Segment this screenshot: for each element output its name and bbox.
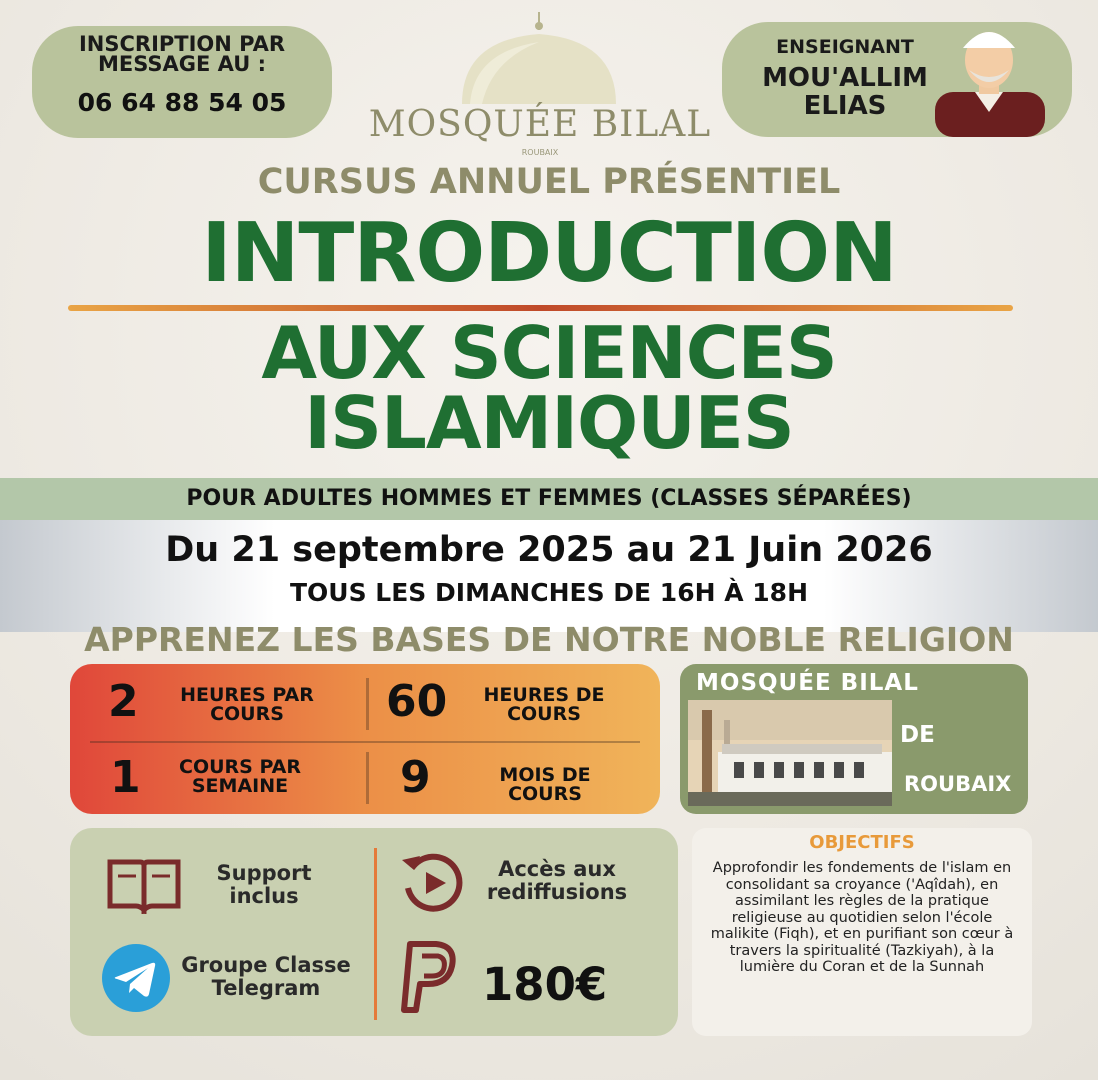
stat-label: COURS PAR SEMAINE [179, 756, 301, 797]
audience-text: POUR ADULTES HOMMES ET FEMMES (CLASSES SÉPARÉES) [186, 486, 912, 511]
subtitle [0, 311, 1098, 465]
stat-label: HEURES PAR COURS [180, 684, 314, 725]
replay-icon [398, 848, 468, 918]
features-box [70, 828, 678, 1036]
teacher-name-line1: MOU'ALLIM [762, 63, 928, 93]
objectives-box [692, 828, 1032, 1036]
support-label: Support inclus [216, 861, 312, 908]
mosque-dome-icon [452, 12, 627, 112]
paypal-icon [400, 938, 462, 1018]
location-line3: ROUBAIX [904, 772, 1012, 796]
stats-divider-v1 [366, 678, 369, 730]
replays-label: Accès aux rediffusions [486, 857, 628, 904]
teacher-name-line2: ELIAS [803, 91, 887, 121]
telegram-icon [100, 942, 172, 1014]
price: 180€ [482, 958, 608, 1011]
location-line2: DE [900, 722, 935, 748]
mosque-photo [688, 700, 892, 806]
mosque-logo-subtext: ROUBAIX [521, 148, 559, 157]
stat-number: 2 [108, 676, 139, 727]
stats-box [70, 664, 660, 814]
main-title: INTRODUCTION [201, 206, 897, 301]
audience-band [0, 478, 1098, 520]
features-divider [374, 848, 377, 1020]
teacher-label: ENSEIGNANT [776, 36, 914, 58]
location-line1: MOSQUÉE BILAL [696, 670, 919, 696]
course-dates: Du 21 septembre 2025 au 21 Juin 2026 [165, 530, 933, 570]
teacher-name [740, 64, 950, 120]
stat-number: 60 [386, 676, 448, 727]
inscription-line1: INSCRIPTION PAR [78, 32, 286, 56]
telegram-label: Groupe Classe Telegram [181, 953, 351, 1000]
stat-label: HEURES DE COURS [483, 684, 605, 725]
location-card [680, 664, 1028, 814]
weekly-schedule: TOUS LES DIMANCHES DE 16H À 18H [289, 578, 808, 607]
course-kicker: CURSUS ANNUEL PRÉSENTIEL [257, 162, 841, 202]
tagline: APPRENEZ LES BASES DE NOTRE NOBLE RELIGION [84, 620, 1014, 659]
objectives-title: OBJECTIFS [809, 832, 915, 853]
book-icon [106, 856, 182, 914]
phone-number: 06 64 88 54 05 [77, 88, 287, 117]
inscription-line2: MESSAGE AU : [97, 52, 267, 76]
teacher-pill [722, 22, 1072, 137]
teacher-avatar-icon [927, 12, 1052, 137]
subtitle-line2: ISLAMIQUES [304, 381, 794, 465]
inscription-label [32, 34, 332, 74]
stats-divider-h [90, 741, 640, 743]
stats-divider-v2 [366, 752, 369, 804]
mosque-logo-text: MOSQUÉE BILAL [368, 104, 712, 145]
stat-label: MOIS DE COURS [499, 764, 591, 805]
inscription-pill [32, 26, 332, 138]
subtitle-line1: AUX SCIENCES [261, 311, 837, 395]
objectives-body: Approfondir les fondements de l'islam en consolidant sa croyance ('Aqîdah), en assimilant les règles de la pratique religieuse au quotidien selon l'école malikite (Fiqh), et en purifiant son cœur à travers la spiritualité (Tazkiyah), à la lumière du Coran et de la Sunnah [710, 860, 1014, 975]
stat-number: 1 [110, 752, 141, 803]
stat-number: 9 [400, 752, 431, 803]
